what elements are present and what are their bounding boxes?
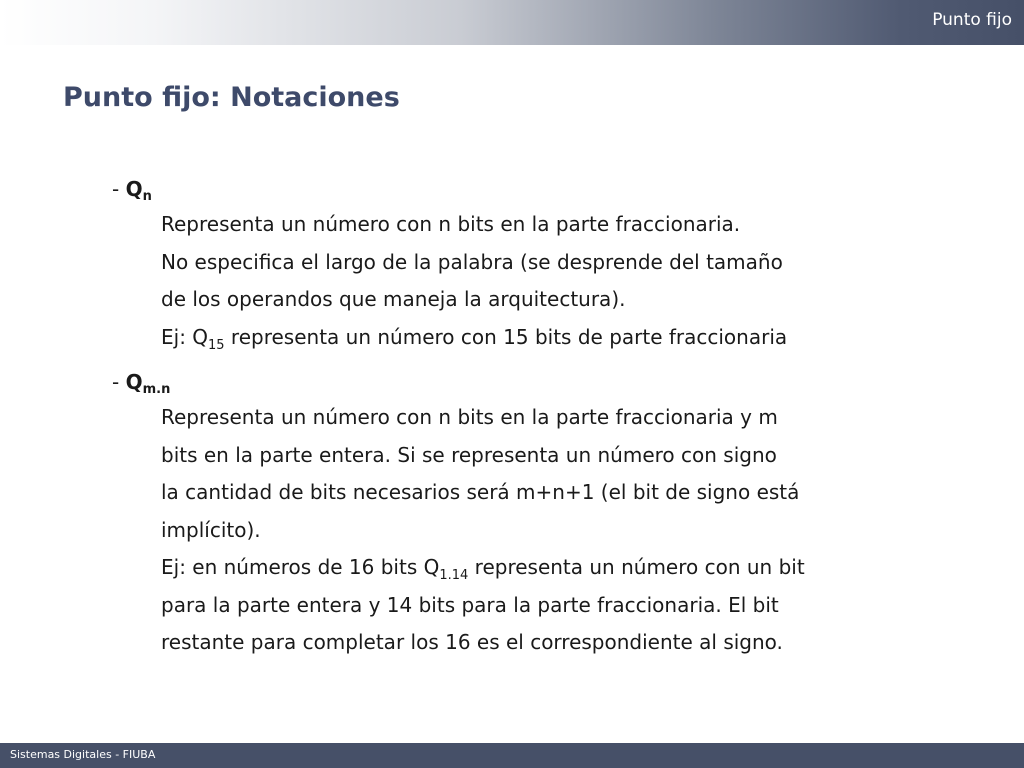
text-line: Representa un número con n bits en la parte fraccionaria. [161, 212, 741, 236]
example-subscript: 15 [208, 337, 225, 353]
bullet-qn [112, 172, 972, 206]
text-line: de los operandos que maneja la arquitectura). [161, 287, 626, 311]
example-line: Ej: $Q_{15}$ representa un número con 15 bits de parte fraccionaria [161, 324, 788, 353]
slide-title: Punto fijo: Notaciones [63, 82, 400, 113]
bullet-qmn [112, 365, 972, 399]
text-line: Representa un número con n bits en la parte fraccionaria y m [161, 405, 778, 429]
header-bar [0, 0, 1024, 45]
example-subscript: 1.14 [439, 568, 469, 583]
bullet-dash: - [112, 370, 126, 394]
bullet-dash: - [112, 177, 126, 201]
text-line: implícito). [161, 517, 261, 542]
footer-text: Sistemas Digitales - FIUBA [10, 748, 156, 761]
footer-bar [0, 743, 1024, 768]
notation-subscript: n [142, 189, 152, 204]
slide-content [112, 172, 972, 662]
text-line: para la parte entera y 14 bits para la parte fraccionaria. El bit [161, 592, 779, 617]
notation-label: Q [125, 370, 143, 394]
notation-label: Q [125, 177, 143, 201]
text-line: la cantidad de bits necesarios será m+n+1 (el bit de signo está [161, 480, 800, 504]
notation-subscript: m.n [142, 382, 171, 397]
section-label: Punto fijo [932, 10, 1012, 30]
text-line: bits en la parte entera. Si se representa un número con signo [161, 442, 777, 467]
text-line: No especifica el largo de la palabra (se desprende del tamaño [161, 249, 783, 274]
text-line: restante para completar los 16 es el correspondiente al signo. [161, 630, 783, 654]
example-line: Ej: en números de 16 bits $Q_{1.14}$ representa un número con un bit [161, 555, 805, 583]
